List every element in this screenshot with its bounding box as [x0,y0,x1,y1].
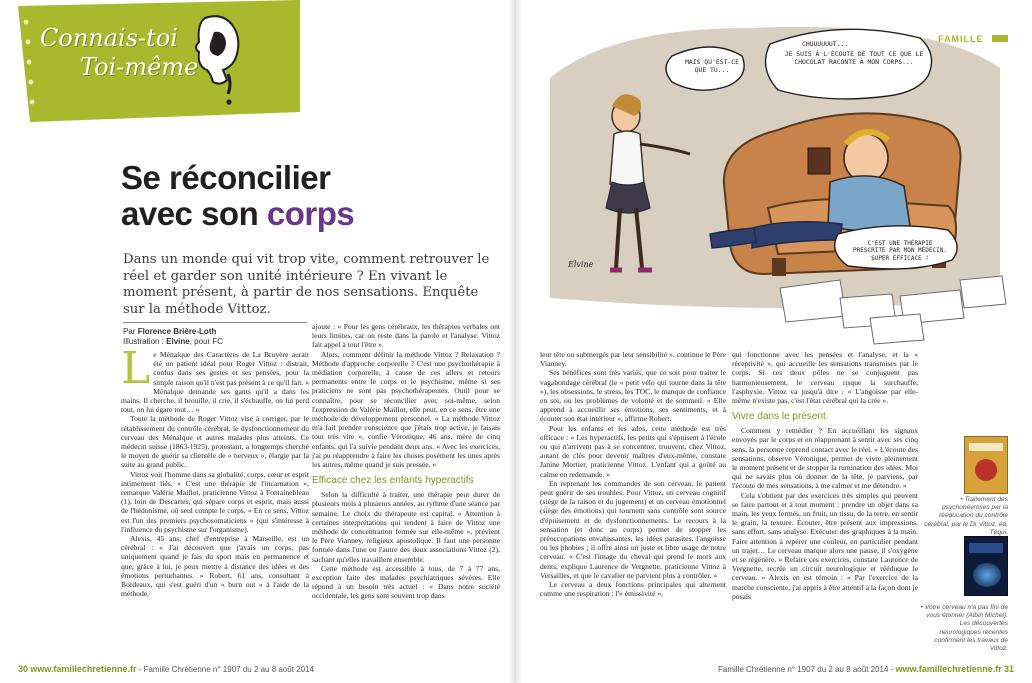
banner-line-1: Connais-toi [40,24,178,52]
paragraph: Cela s'obtient par des exercices très simples qui peuvent se faire partout et à tout moment : prendre un objet dans sa main, les yeux fermés, un fruit, un tissu, de la terre, en sentir le grain, la texture. Écouter, être présent aux impressions, sans effort, sans analyse. Exécuter des graphiques à la main. Faire attention à repérer une couleur, en particulier pendant un trajet… Le cerveau marque alors une pause, il s'oxygène et se régénère. « Refaire ces exercices, constate Laurence de Vergnette, recrée un circuit neurologique et rééduque le cerveau. » Alexis en est témoin : « Par l'exercice de la marche consciente, j'ai appris à être attentif à la façon dont je posais [732,490,918,601]
byline [123,322,307,347]
page-number-left: 30 [18,664,29,674]
paragraph [121,350,309,414]
speech-bubble-3: C'EST UNE THÉRAPIE PRESCRITE PAR MON MÉDECIN. SUPER EFFICACE ! [853,240,947,262]
paragraph: Cette méthode est accessible à tous, de 7 à 77 ans, exception faite des malades psychiatriques sévères. Elle répond à un besoin très actuel : « Dans notre société occidentale, les gens sont souvent trop dans [312,563,500,601]
section-label: FAMILLE [938,34,984,44]
column-3 [540,350,726,658]
paragraph: Toute la méthode de Roger Vittoz vise à corriger, par le rétablissement du contrôle cérébral, le dysfonctionnement du cerveau des Ménalque et autres malades plus atteints. Ce médecin suisse (1863-1925), protestant, a longtemps cherché le moyen de guérir sa clientèle de « nerveux », élargie par la suite au grand public. [121,414,309,470]
speech-bubble-1: MAIS QU'EST-CE QUE TU... [685,58,739,74]
paragraph: leur tête ou submergés par leur sensibilité », continue le Père Vianney. [540,350,726,369]
paragraph: Ses bénéfices sont très variés, que ce soit pour traiter le vagabondage cérébral (le « petit vélo qui tourne dans la tête »), les obsessions, le stress, les TOC, le manque de confiance en soi, ou les problèmes de volonté et de sommeil. « Elle apprend à accueillir ses émotions, ses sentiments, et à écouter son état intérieur », affirme Robert. [540,368,726,424]
speech-bubble-2: JE SUIS À L'ÉCOUTE DE TOUT CE QUE LE CHOCOLAT RACONTE À MON CORPS... [784,50,924,66]
paragraph: Alexis, 45 ans, chef d'entreprise à Marseille, est un cérébral : « J'ai découvert que j'avais un corps, pas uniquement quand je fais du sport mais en permanence et que, grâce à lui, je peux mettre à distance des idées et des émotions perturbantes. » Robert, 61 ans, consultant à Bordeaux, qui s'est guéri d'un « burn out » à l'aide de la méthode, [121,534,309,599]
speech-bubble-2-shh: CHUUUUUUT... [802,40,849,48]
byline-par: Par [123,327,136,336]
headline-line-1: Se réconcilier [121,159,331,196]
page-number-right: 31 [1003,664,1014,674]
page-gutter [508,0,522,683]
paragraph: Alors, comment définir la méthode Vittoz ? Relaxation ? Méthode d'approche corporelle ? C'est une psychothérapie à médiation corporelle, à cause de ces allers et retours permanents entre le corps et le psychisme, même si ses praticiens ne sont pas psychothérapeutes. Outil pour se connaître, pour se réconcilier avec soi-même, selon l'expression de Valérie Maillot, elle peut, en ce sens, être une méthode de développement personnel. « La méthode Vittoz m'a fait prendre conscience que j'étais trop active, je faisais tout très vite », confie Véronique, 46 ans, mère de cinq enfants, qui l'a suivie pendant deux ans. « Avec les exercices, j'ai pu réapprendre à faire les choses posément les unes après les autres, même quand je suis pressée. » [312,349,500,470]
section-banner [0,0,300,122]
author-line [123,327,307,337]
book-2-art [973,563,1001,587]
book-2-title [969,543,1003,553]
book-cover-1 [964,436,1008,494]
headline-plain: avec son [121,195,259,232]
book-note-1: • Traitement des psychonévroses par la rééducation du contrôle cérébral, par le Dr Vittoz, éd. Téqui. [924,496,1008,536]
paragraph-text: e Ménalque des Caractères de La Bruyère aurait été un patient idéal pour Roger Vittoz : distrait, confus dans ses gestes et ses pensées, pour la simple raison qu'il n'est pas présent à ce qu'il fait. « Ménalque demande ses gants qu'il a dans les mains. Il cherche, il brouille, il crie, il s'échauffe, on lui perd tout, on lui égare tout… » [121,350,309,415]
folio-issue-right: Famille Chrétienne n° 1907 du 2 au 8 août 2014 - [718,665,896,674]
illustrator-line [123,337,307,347]
paragraph: Le cerveau a deux fonctions principales qui alternent comme une respiration : l'« émissivité », [540,580,726,599]
headline-accent: corps [266,195,355,232]
paragraph: Pour les enfants et les ados, cette méthode est très efficace : « Les hyperactifs, les petits qui s'épuisent à l'école ou qui n'arrivent pas à se concentrer, trouvent, chez Vittoz, autant de clés pour devenir maîtres d'eux-même, constate Janine Mortier, praticienne Vittoz. L'enfant qui a goûté au calme en redemande. » [540,423,726,479]
folio-site-right: www.famillechretienne.fr [895,664,1002,674]
banner-line-2: Toi-même [80,53,199,81]
paragraph: qui fonctionne avec les pensées et l'analyse, et la « réceptivité », qui accueille les sensations transmises par le corps. Si ces deux pôles ne se conjuguent pas harmonieusement, le cerveau risque la surchauffe, l'asphyxie. Vittoz va jusqu'à dire : « L'angoisse par elle-même n'existe pas, c'est l'état cérébral qui la crée ». [732,350,918,406]
subheading: Vivre dans le présent [732,411,826,423]
paragraph: Vittoz voit l'homme dans sa globalité, corps, cœur et esprit intimement liés. « C'est une thérapie de l'incarnation », remarque Valérie Maillot, praticienne Vittoz à Fontainebleau (1), loin de Descartes, qui sépare corps et esprit, mais aussi de l'hédonisme, où seul compte le corps. « En ce sens, Vittoz est l'un des premiers psychosomaticiens » (qui s'intéresse à l'influence du psychisme sur l'organisme). [121,469,309,534]
article-deck: Dans un monde qui vit trop vite, comment retrouver le réel et garder son unité intérieure ? En vivant le moment présent, à partir de nos sensations. Enquête sur la méthode Vittoz. [123,252,490,317]
cartoon-illustration [540,18,1010,348]
book-note-2: • Votre cerveau n'a pas fini de vous étonner (Albin Michel). Les découvertes neurologiques récentes confirment les travaux de Vittoz. [920,604,1008,653]
folio-left [18,664,314,674]
author-name: Florence Brière-Loth [137,327,217,336]
paragraph: Selon la difficulté à traiter, une thérapie peut durer de plusieurs mois à plusieurs années, au rythme d'une séance par semaine. Le choix du thérapeute est capital. « Attention à certaines interprétations qui tendent à faire de Vittoz une méthode de concentration fermée sur elle-même », prévient le Père Vianney, religieux apostolique. Il faut une personne formée dans l'une ou l'autre des deux associations Vittoz (2), sachant qu'elles travaillent ensemble. [312,490,500,564]
cartoon-drawing [540,18,1010,348]
book-cover-2 [964,536,1008,596]
paragraph: En reprenant les commandes de son cerveau, le patient peut guérir de ses troubles. Pour Vittoz, un cerveau cognitif (siège de la raison et du jugement) et un cerveau émotionnel (siège des émotions) qui tournent sans contrôle sont source d'épuisement et de dysfonctionnements. Le recours à la sensation (et donc au corps) permet de stopper les préoccupations envahissantes, les idées parasites, l'angoisse ou les phobies ; il offre ainsi un juste et libre usage de notre cerveau. « C'est l'image du cheval qui prend le mors aux dents, explique Laurence de Vergnette, praticienne Vittoz à Versailles, et que le cavalier ne parvient plus à contrôler. » [540,478,726,580]
illus-label: Illustration : [123,337,164,346]
column-1 [121,350,309,658]
illustrator-name: Elvine [166,337,190,346]
banner-title [40,24,240,82]
illus-suffix: , pour FC [189,337,224,346]
folio-site-left: www.famillechretienne.fr [30,664,137,674]
paragraph: Comment y remédier ? En accueillant les signaux envoyés par le corps et en réapprenant à sentir avec ses cinq sens, la personne reprend contact avec le réel. « L'écoute des sensations, observe Véronique, permet de vivre pleinement le moment présent et de stopper la rumination des idées. Moi qui ne savais plus où donner de la tête, je parviens, par l'écoute de mes sensations, à me calmer et me détendre. » [732,426,918,491]
artist-signature: Elvine [568,260,594,269]
paragraph: ajoute : « Pour les gens cérébraux, les thérapies verbales ont leurs limites, car on reste dans la parole et l'analyse. Vittoz fait appel à tout l'être ». [312,322,500,350]
article-headline [121,160,354,232]
column-2 [312,322,500,658]
headline-line-2 [121,196,354,232]
folio-right [718,664,1014,674]
book-1-band [969,443,1003,451]
column-4 [732,350,918,658]
drop-cap: L [121,350,151,394]
folio-issue-left: - Famille Chrétienne n° 1907 du 2 au 8 août 2014 [136,665,314,674]
book-1-art [975,459,997,481]
byline-rule [123,322,307,323]
subheading: Efficace chez les enfants hyperactifs [312,475,474,487]
